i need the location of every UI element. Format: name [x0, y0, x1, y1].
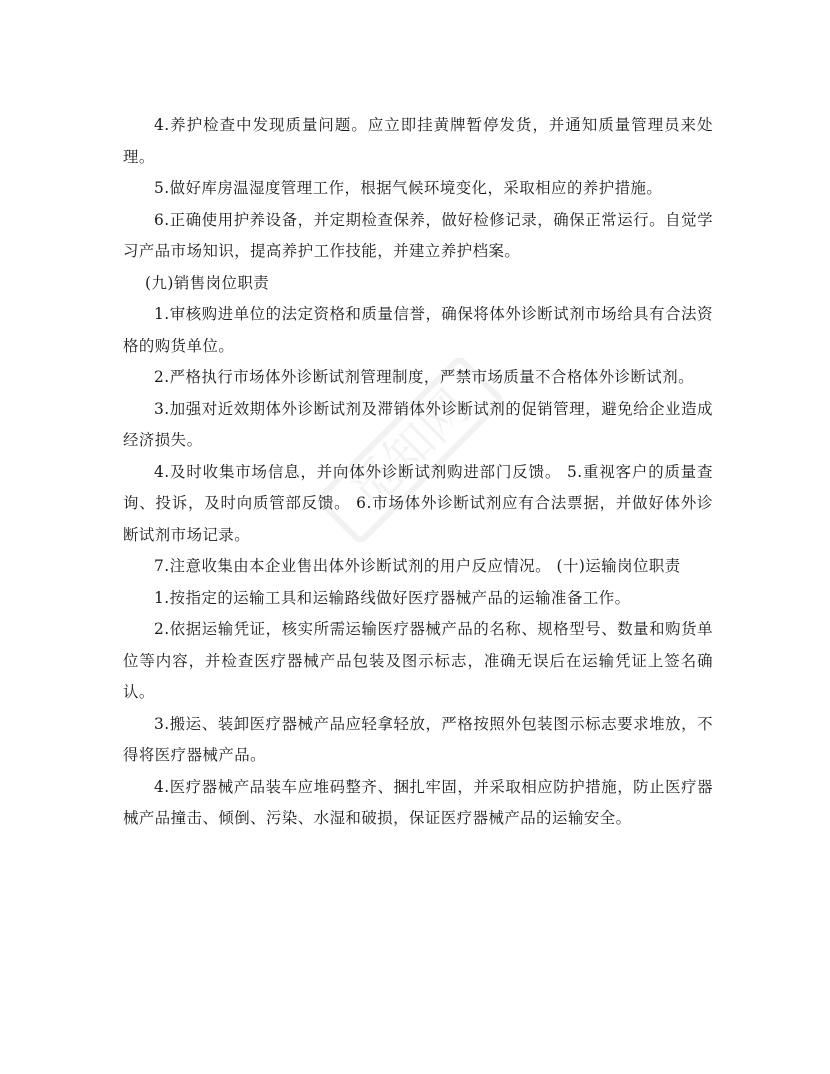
paragraph-sales-7: 7.注意收集由本企业售出体外诊断试剂的用户反应情况。 (十)运输岗位职责 — [154, 557, 681, 575]
paragraph-sales-1: 1.审核购进单位的法定资格和质量信誉，确保将体外诊断试剂市场给具有合法资格的购货单位。 — [123, 305, 713, 355]
svg-text:觅知网: 觅知网 — [339, 379, 481, 521]
paragraph-transport-3: 3.搬运、装卸医疗器械产品应轻拿轻放，严格按照外包装图示标志要求堆放，不得将医疗器械产品。 — [123, 714, 713, 764]
paragraph-maintenance-5: 5.做好库房温湿度管理工作，根据气候环境变化，采取相应的养护措施。 — [154, 179, 663, 197]
paragraph-maintenance-6: 6.正确使用护养设备，并定期检查保养，做好检修记录，确保正常运行。自觉学习产品市场知识，提高养护工作技能，并建立养护档案。 — [123, 210, 713, 260]
paragraph-transport-1: 1.按指定的运输工具和运输路线做好医疗器械产品的运输准备工作。 — [154, 588, 631, 607]
document-body — [123, 110, 713, 835]
paragraph-transport-4: 4.医疗器械产品装车应堆码整齐、捆扎牢固，并采取相应防护措施，防止医疗器械产品撞击、倾倒、污染、水湿和破损，保证医疗器械产品的运输安全。 — [123, 777, 713, 827]
section-heading-sales: (九)销售岗位职责 — [145, 273, 270, 292]
paragraph-maintenance-4: 4.养护检查中发现质量问题。应立即挂黄牌暂停发货，并通知质量管理员来处理。 — [123, 116, 713, 166]
paragraph-transport-2: 2.依据运输凭证，核实所需运输医疗器械产品的名称、规格型号、数量和购货单位等内容，并检查医疗器械产品包装及图示标志，准确无误后在运输凭证上签名确认。 — [123, 620, 713, 701]
paragraph-sales-4-6: 4.及时收集市场信息，并向体外诊断试剂购进部门反馈。 5.重视客户的质量查询、投诉，及时向质管部反馈。 6.市场体外诊断试剂应有合法票据，并做好体外诊断试剂市场记录。 — [123, 462, 713, 544]
paragraph-sales-2: 2.严格执行市场体外诊断试剂管理制度，严禁市场质量不合格体外诊断试剂。 — [154, 368, 695, 386]
paragraph-sales-3: 3.加强对近效期体外诊断试剂及滞销体外诊断试剂的促销管理，避免给企业造成经济损失。 — [123, 399, 713, 449]
